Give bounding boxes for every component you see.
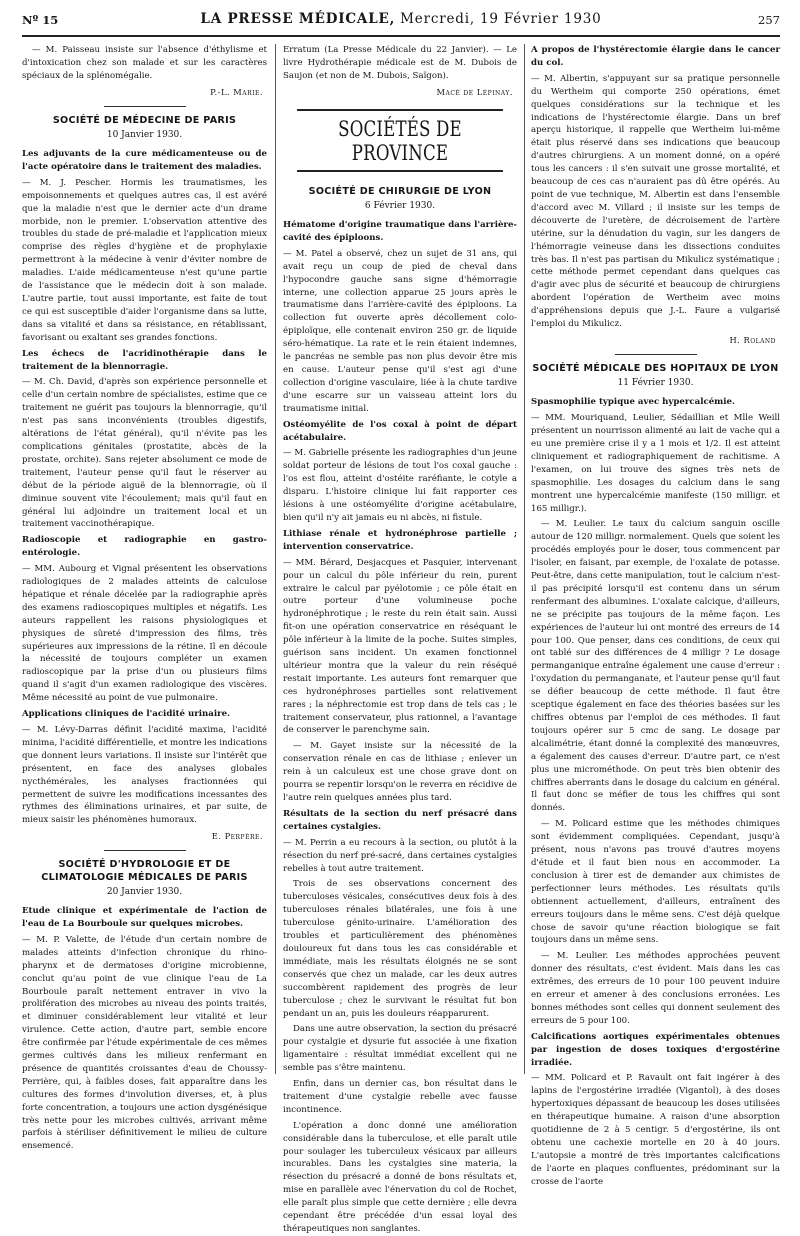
article-body: — M. Lévy-Darras définit l'acidité maxima, l'acidité minima, l'acidité différentielle, et montre les indications que donnent leurs variations. Il insiste sur l'intérêt que présentent, en face des analyses globales nycthémérales, les analyses fractionnées qui permettent de suivre les modifications incessantes des rythmes des éliminations urinaires, et par suite, de mieux saisir les phénomènes humoraux. (22, 725, 268, 826)
article-body: — M. J. Pescher. Hormis les traumatismes, les empoisonnements et quelques autres cas, il est avéré que la maladie n'est que le dernier acte d'un drame morbide, non le premier. L'observation attentive des troubles du stade de pré-maladie et l'application mieux comprise des règles d'hygiène et de prophylaxie permettront à la médecine à venir d'éviter nombre de maladies. L'aide médicamenteuse n'est qu'une partie de l'assistance que le médecin doit à son malade. L'autre partie, tout aussi importante, est faite de tout ce qui est susceptible d'aider l'organisme dans sa lutte, dans sa vitalité et dans sa résistance, en rétablissant, favorisant ou exaltant ses grandes fonctions. (22, 177, 267, 343)
article-title: Ostéomyélite de l'os coxal à point de départ acétabulaire. (283, 419, 517, 443)
article-title: Spasmophilie typique avec hypercalcémie. (531, 397, 735, 408)
article-body: — MM. Mouriquand, Leulier, Sédaillian et Mlle Weill présentent un nourrisson alimenté au lait de vache qui a eu une première crise il y a 1 mois et 1/2. Il est atteint cliniquement et radiographiquement de rachitisme. A l'examen, on lui trouve des signes très nets de spasmophilie. Les dosages du calcium dans le sang montrent une hypercalcémie manifeste (150 milligr. et 165 milligr.). (531, 413, 780, 514)
issue-number: Nº 15 (22, 13, 59, 27)
article-body: — M. Albertin, s'appuyant sur sa pratique personnelle du Wertheim qui comporte 250 opérations, émet quelques considérations sur la technique et les indications de l'hystérectomie élargie. Dans un bref aperçu historique, il rappelle que Wertheim lui-même était plus réservé dans ses indications que beaucoup d'autres chirurgiens. A un moment donné, on a opéré tous les cancers : il s'en suivait une grosse mortalité, et beaucoup de ces cas n'auraient pas dû être opérés. Au point de vue technique, M. Albertin est dans l'ensemble d'accord avec M. Villard ; il insiste sur les temps de découverte de l'uretère, de décroisement de l'artère utérine, sur la dénudation du vagin, sur les dangers de l'hémorragie veineuse dans les dissections conduites très bas. Il n'est pas partisan du Mikulicz systématique ; cette méthode permet cependant dans quelques cas d'agir avec plus de sécurité et beaucoup de chirurgiens abordent l'opération de Wertheim avec moins d'appréhensions depuis que J.-L. Faure a vulgarisé l'emploi du Mikulicz. (531, 73, 780, 330)
issue-date: Mercredi, 19 Février 1930 (395, 11, 602, 27)
article-title: A propos de l'hystérectomie élargie dans le cancer du col. (531, 45, 780, 68)
article-body: — M. Leulier. Le taux du calcium sanguin oscille autour de 120 milligr. normalement. Quels que soient les procédés employés pour le doser, tous commencent par l'isoler, en faisant, par exemple, de l'oxalate de potasse. Peut-être, dans cette manipulation, tout le calcium n'est-il pas précipité lorsqu'il est contenu dans un sérum renfermant des albumines. L'oxalate calcique, d'ailleurs, ne se précipite pas toujours de la même façon. Les expériences de l'auteur lui ont montré des erreurs de 14 pour 100. Que penser, dans ces conditions, de ceux qui ont tablé sur des différences de 4 milligr ? Le dosage permanganique entraîne également une cause d'erreur : l'oxydation du permanganate, et l'auteur pense qu'il faut se défier beaucoup de cette méthode. Il faut être sceptique également en face des théories basées sur les chiffres obtenus par l'emploi de ces méthodes. Il faut toujours opérer sur 5 cmc de sang. Le dosage par alcalimétrie, étant donné la complexité des manœuvres, a également des causes d'erreur. D'autre part, ce n'est plus une microméthode. On peut très bien obtenir des chiffres aberrants dans le dosage du calcium en général. Il faut donc se méfier de tous les chiffres qui sont donnés. (531, 519, 780, 814)
signature: E. Perpère. (211, 831, 263, 842)
signature: H. Roland (729, 334, 776, 345)
article-body: — M. P. Valette, de l'étude d'un certain nombre de malades atteints d'infection chronique du rhino-pharynx et de dermatoses d'origine microbienne, conclut qu'au point de vue clinique l'eau de La Bourboule paraît nettement entraver in vivo la prolifération des microbes au niveau des points traités, et diminuer considérablement leur vitalité et leur virulence. Cette action, d'autre part, semble encore être confirmée par l'étude expérimentale de ces mêmes germes cultivés dans les milieux renfermant en présence de quantités croissantes d'eau de Choussy-Perrière, qui, à faibles doses, fait apparaître dans les cultures des formes d'involution diverses, et, à plus forte concentration, a toujours une action dysgénésique très nette pour les microbes cultivés, arrivant même parfois à stériliser définitivement le milieu de culture ensemencé. (22, 934, 267, 1152)
article-body: — MM. Policard et P. Ravault ont fait ingérer à des lapins de l'ergostérine irradiée (Vigantol), à des doses hypertoxiques dépassant de beaucoup les doses utilisées en thérapeutique humaine. A raison d'une absorption quotidienne de 2 à 5 centigr. 5 d'ergostérine, ils ont obtenu une cachexie mortelle en 20 à 40 jours. L'autopsie a montré de très importantes calcifications de l'aorte en plaques confluentes, prédominant sur la crosse de l'aorte (531, 1073, 780, 1187)
article-body: — MM. Aubourg et Vignal présentent les observations radiologiques de 2 malades atteints de calculose hépatique et rénale décelée par la radiographie après des examens radioscopiques multiples et négatifs. Les auteurs rappellent les raisons physiologiques et physiques de sûreté d'impression des films, très supérieures aux impressions de la rétine. Il en découle la nécessité de toujours compléter un examen radioscopique par la prise d'un ou plusieurs films quand il s'agit d'un examen radiologique des viscères. Même nécessité au point de vue pulmonaire. (22, 564, 267, 704)
separator (104, 850, 186, 851)
section-banner: SOCIÉTÉS DE PROVINCE (297, 109, 503, 172)
article-body: Dans une autre observation, la section du présacré pour cystalgie et dysurie fut associée à une fixation ligamentaire : résultat immédiat excellent qui ne semble pas s'être maintenu. (283, 1024, 517, 1074)
article-body: — M. Gayet insiste sur la nécessité de la conservation rénale en cas de lithiase ; enlever un rein à un calculeux est une chose grave dont on pourra se repentir lorsqu'on le reverra en récidive de l'autre rein quelques années plus tard. (283, 741, 517, 803)
article-title: Calcifications aortiques expérimentales obtenues par ingestion de doses toxiques d'ergostérine irradiée. (531, 1031, 780, 1068)
signature: P.-L. Marie. (210, 86, 263, 97)
column-right (531, 44, 780, 1187)
column-left (22, 44, 268, 1152)
separator (104, 106, 186, 107)
column-rule (524, 44, 525, 1074)
article-body: — M. Policard estime que les méthodes chimiques sont évidemment compliquées. Cependant, jusqu'à présent, nous n'avons pas trouvé d'autres moyens d'étude et il faut bien nous en accommoder. La conclusion à tirer est de demander aux chimistes de perfectionner leurs méthodes. Les résultats qu'ils obtiennent actuellement, d'ailleurs, entraînent des erreurs toujours dans le même sens. C'est déjà quelque chose de savoir qu'une réaction biologique se fait toujours dans un même sens. (531, 819, 780, 946)
separator (615, 354, 697, 355)
article-title: Etude clinique et expérimentale de l'action de l'eau de La Bourboule sur quelques microbes. (22, 906, 267, 929)
section-title: SOCIÉTÉ DE MÉDECINE DE PARIS (52, 114, 237, 126)
article-body: — M. Gabrielle présente les radiographies d'un jeune soldat porteur de lésions de tout l'os coxal gauche : l'os est flou, atteint d'ostéite raréfiante, le cotyle a disparu. L'histoire clinique lui fait rapporter ces lésions à une ostéomyélite d'origine acétabulaire, bien qu'il n'y ait jamais eu ni abcès, ni fistule. (283, 448, 517, 523)
session-date: 11 Février 1930. (617, 378, 694, 389)
article-title: Radioscopie et radiographie en gastro-entérologie. (22, 535, 267, 559)
section-title: SOCIÉTÉ MÉDICALE DES HOPITAUX DE LYON (532, 362, 779, 374)
article-body: Enfin, dans un dernier cas, bon résultat dans le traitement d'une cystalgie rebelle avec fausse incontinence. (283, 1079, 517, 1115)
page-header (22, 7, 780, 37)
intro-paragraph: — M. Paisseau insiste sur l'absence d'éthylisme et d'intoxication chez son malade et sur les caractères spéciaux de la splénomégalie. (22, 45, 267, 81)
article-body: — M. Ch. David, d'après son expérience personnelle et celle d'un certain nombre de spécialistes, estime que ce traitement ne guérit pas toujours la blennorragie, qu'il n'est pas sans inconvénients (troubles digestifs, altérations de l'état général), qu'il n'évite pas les complications génitales (prostatite, abcès de la prostate, orchite). Sans rejeter absolument ce mode de traitement, l'auteur pense qu'il faut le réserver au début de la période aiguë de la blennorragie, où il diminue souvent vite l'écoulement; mais qu'il faut en général lui adjoindre un traitement local et un traitement vaccinothérapique. (22, 377, 267, 530)
article-body: Trois de ses observations concernent des tuberculoses vésicales, consécutives deux fois à des tuberculoses rénales bilatérales, une fois à une tuberculose génito-urinaire. L'amélioration des troubles et particulièrement des phénomènes douloureux fut dans tous les cas considérable et immédiate, mais les résultats éloignés ne se sont conservés que chez un malade, car les deux autres succombèrent rapidement des progrès de leur tuberculose ; chez le survivant le résultat fut bon pendant un an, puis les douleurs réapparurent. (283, 879, 517, 1019)
article-title: Applications cliniques de l'acidité urinaire. (22, 709, 231, 720)
column-middle (283, 44, 517, 1234)
column-rule (275, 44, 276, 1074)
session-date: 6 Février 1930. (364, 201, 436, 212)
article-body: — M. Patel a observé, chez un sujet de 31 ans, qui avait reçu un coup de pied de cheval dans l'hypocondre gauche sans signe d'hémorragie interne, une collection apparue 25 jours après le traumatisme dans l'arrière-cavité des épiploons. La collection fut ouverte après décollement colo-épiploïque, elle contenait environ 250 gr. de liquide séro-hématique. La rate et le rein étaient indemnes, le pancréas ne semble pas non plus devoir être mis en cause. L'auteur pense qu'il s'est agi d'une collection d'origine vasculaire, liée à la chute tardive d'une escarre sur un vaisseau atteint lors du traumatisme initial. (283, 248, 517, 414)
section-title: SOCIÉTÉ D'HYDROLOGIE ET DE CLIMATOLOGIE MÉDICALES DE PARIS (41, 859, 248, 883)
section-title: SOCIÉTÉ DE CHIRURGIE DE LYON (308, 185, 492, 197)
erratum: Erratum (La Presse Médicale du 22 Janvier). — Le livre Hydrothérapie médicale est de M. Dubois de Saujon (et non de M. Dubois, Saïgon). (283, 45, 517, 81)
article-title: Les adjuvants de la cure médicamenteuse ou de l'acte opératoire dans le traitement des maladies. (22, 149, 267, 172)
article-body: L'opération a donc donné une amélioration considérable dans la tuberculose, et elle paraît utile pour soulager les tuberculeux vésicaux par ailleurs incurables. Dans les cystalgies sine materia, la résection du présacré a donné de bons résultats et, mise en parallèle avec l'énervation du col de Rochet, elle paraît plus simple que cette dernière ; elle devra cependant être précédée d'un essai loyal des thérapeutiques non sanglantes. (283, 1120, 517, 1234)
article-title: Hématome d'origine traumatique dans l'arrière-cavité des épiploons. (283, 220, 517, 243)
article-title: Résultats de la section du nerf présacré dans certaines cystalgies. (283, 808, 517, 832)
session-date: 20 Janvier 1930. (106, 887, 183, 898)
page-number: 257 (758, 13, 780, 27)
signature: Macé de Lépinay. (436, 86, 513, 97)
article-body: — MM. Bérard, Desjacques et Pasquier, intervenant pour un calcul du pôle inférieur du rein, purent extraire le calcul par pyélotomie ; ce pôle était en outre porteur d'une volumineuse poche hydronéphrotique ; le reste du rein était sain. Aussi fit-on une opération conservatrice en réséquant le pôle inférieur à la limite de la poche. Suites simples, guérison sans incident. Un examen fonctionnel ultérieur montra que la valeur du rein réséqué restait importante. Les auteurs font remarquer que ces hydronéphroses partielles sont relativement rares ; la néphrectomie est trop dans de tels cas ; le traitement conservateur, plus rationnel, a l'avantage de conserver le parenchyme sain. (283, 557, 517, 736)
session-date: 10 Janvier 1930. (106, 130, 183, 141)
journal-name: LA PRESSE MÉDICALE, (200, 11, 396, 27)
article-body: — M. Leulier. Les méthodes approchées peuvent donner des résultats, c'est évident. Mais dans les cas extrêmes, des erreurs de 10 pour 100 peuvent induire en erreur et amener à des conclusions erronées. Les bonnes méthodes sont celles qui donnent seulement des erreurs de 5 pour 100. (531, 951, 780, 1026)
article-body: — M. Perrin a eu recours à la section, ou plutôt à la résection du nerf pré-sacré, dans certaines cystalgies rebelles à tout autre traitement. (283, 837, 517, 874)
journal-title (22, 11, 780, 27)
article-title: Les échecs de l'acridinothérapie dans le traitement de la blennorragie. (22, 348, 267, 372)
article-title: Lithiase rénale et hydronéphrose partielle ; intervention conservatrice. (283, 528, 517, 552)
